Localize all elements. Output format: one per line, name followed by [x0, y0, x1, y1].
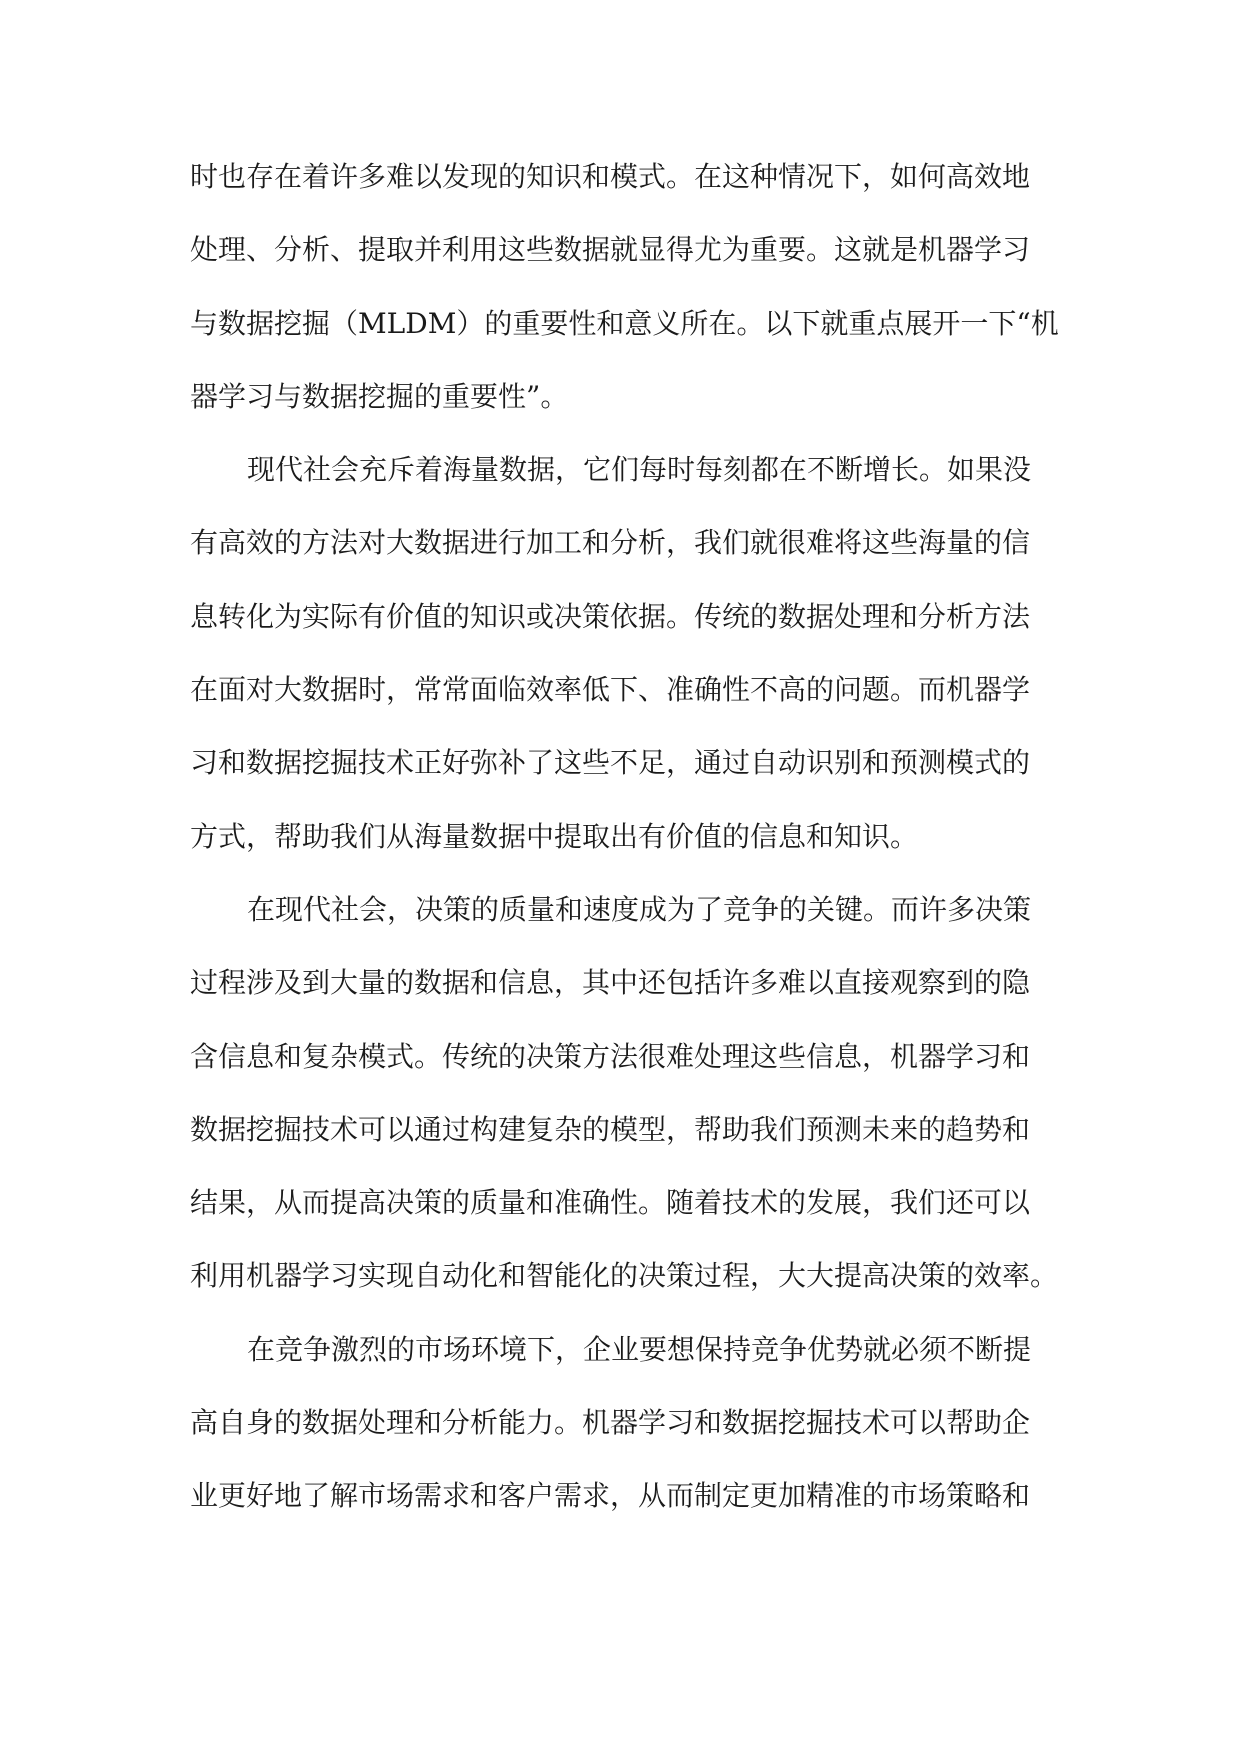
text-line: 时也存在着许多难以发现的知识和模式。在这种情况下，如何高效地 — [190, 160, 1031, 193]
text-line: 过程涉及到大量的数据和信息，其中还包括许多难以直接观察到的隐 — [190, 966, 1031, 1000]
text-line: 方式，帮助我们从海量数据中提取出有价值的信息和知识。 — [190, 819, 919, 853]
text-line: 数据挖掘技术可以通过构建复杂的模型，帮助我们预测未来的趋势和 — [190, 1112, 1031, 1146]
text-line: 利用机器学习实现自动化和智能化的决策过程，大大提高决策的效率。 — [190, 1259, 1059, 1293]
text-line: 业更好地了解市场需求和客户需求，从而制定更加精准的市场策略和 — [190, 1479, 1031, 1513]
text-line: 与数据挖掘（MLDM）的重要性和意义所在。以下就重点展开一下“机 — [190, 306, 1059, 340]
paragraph-first-line: 在竞争激烈的市场环境下，企业要想保持竞争优势就必须不断提 — [247, 1332, 1032, 1366]
paragraph-first-line: 在现代社会，决策的质量和速度成为了竞争的关键。而许多决策 — [247, 892, 1032, 926]
text-line: 含信息和复杂模式。传统的决策方法很难处理这些信息，机器学习和 — [190, 1039, 1031, 1073]
paragraph-first-line: 现代社会充斥着海量数据，它们每时每刻都在不断增长。如果没 — [247, 453, 1032, 487]
text-line: 习和数据挖掘技术正好弥补了这些不足，通过自动识别和预测模式的 — [190, 746, 1031, 780]
text-line: 有高效的方法对大数据进行加工和分析，我们就很难将这些海量的信 — [190, 526, 1031, 560]
text-line: 在面对大数据时，常常面临效率低下、准确性不高的问题。而机器学 — [190, 673, 1031, 707]
text-line: 息转化为实际有价值的知识或决策依据。传统的数据处理和分析方法 — [190, 599, 1031, 633]
text-line: 器学习与数据挖掘的重要性”。 — [190, 379, 569, 413]
body-text — [190, 140, 1060, 1533]
text-line: 结果，从而提高决策的质量和准确性。随着技术的发展，我们还可以 — [190, 1186, 1031, 1220]
text-line: 处理、分析、提取并利用这些数据就显得尤为重要。这就是机器学习 — [190, 233, 1031, 267]
text-line: 高自身的数据处理和分析能力。机器学习和数据挖掘技术可以帮助企 — [190, 1406, 1031, 1440]
